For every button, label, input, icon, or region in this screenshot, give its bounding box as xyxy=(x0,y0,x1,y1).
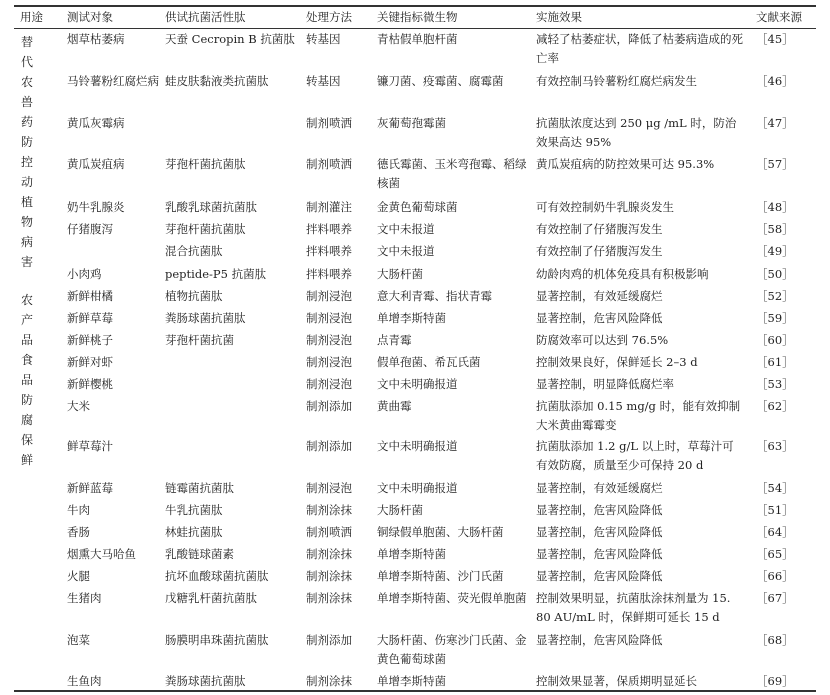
cell-reference: ［53］ xyxy=(756,377,794,391)
cell-test-object: 新鲜樱桃 xyxy=(67,377,113,391)
cell-effect: 抗菌肽浓度达到 250 μg /mL 时，防治效果高达 95% xyxy=(536,116,737,149)
cell-method: 制剂添加 xyxy=(306,399,352,413)
cell-method: 转基因 xyxy=(306,32,341,46)
cell-method: 制剂喷洒 xyxy=(306,525,352,539)
cell-test-object: 大米 xyxy=(67,399,90,413)
cell-peptide: 抗坏血酸球菌抗菌肽 xyxy=(165,569,269,583)
cell-peptide: 混合抗菌肽 xyxy=(165,244,223,258)
cell-effect: 控制效果明显，抗菌肽涂抹剂量为 15. 80 AU/mL 时，保鲜期可延长 15 d xyxy=(536,591,731,624)
header-peptide: 供试抗菌活性肽 xyxy=(165,10,246,24)
cell-peptide: 植物抗菌肽 xyxy=(165,289,223,303)
cell-test-object: 黄瓜炭疽病 xyxy=(67,157,125,171)
cell-reference: ［52］ xyxy=(756,289,794,303)
cell-reference: ［58］ xyxy=(756,222,794,236)
cell-peptide: 芽孢杆菌抗菌肽 xyxy=(165,222,246,236)
header-effect: 实施效果 xyxy=(536,10,582,24)
cell-microbe: 大肠杆菌 xyxy=(377,267,423,281)
category-food-preservation: 农产品食品防腐保鲜 xyxy=(20,293,33,467)
cell-microbe: 文中未明确报道 xyxy=(377,439,458,453)
cell-peptide: 芽孢杆菌抗菌肽 xyxy=(165,157,246,171)
cell-reference: ［66］ xyxy=(756,569,794,583)
cell-method: 转基因 xyxy=(306,74,341,88)
cell-reference: ［51］ xyxy=(756,503,794,517)
cell-method: 制剂灌注 xyxy=(306,200,352,214)
category-plant-animal-disease: 替代农兽药防控动植物病害 xyxy=(20,35,33,269)
cell-peptide: 乳酸乳球菌抗菌肽 xyxy=(165,200,257,214)
cell-microbe: 青枯假单胞杆菌 xyxy=(377,32,458,46)
cell-peptide: 链霉菌抗菌肽 xyxy=(165,481,234,495)
cell-microbe: 德氏霉菌、玉米弯孢霉、稻绿核菌 xyxy=(377,157,527,190)
cell-reference: ［48］ xyxy=(756,200,794,214)
cell-test-object: 马铃薯粉红腐烂病 xyxy=(67,74,159,88)
cell-test-object: 生猪肉 xyxy=(67,591,102,605)
cell-method: 制剂涂抹 xyxy=(306,503,352,517)
cell-peptide: 粪肠球菌抗菌肽 xyxy=(165,311,246,325)
cell-effect: 显著控制，危害风险降低 xyxy=(536,633,663,647)
cell-test-object: 泡菜 xyxy=(67,633,90,647)
cell-method: 制剂浸泡 xyxy=(306,333,352,347)
cell-test-object: 新鲜柑橘 xyxy=(67,289,113,303)
cell-peptide: 乳酸链球菌素 xyxy=(165,547,234,561)
cell-microbe: 灰葡萄孢霉菌 xyxy=(377,116,446,130)
cell-effect: 显著控制，危害风险降低 xyxy=(536,503,663,517)
cell-effect: 显著控制，明显降低腐烂率 xyxy=(536,377,674,391)
cell-reference: ［69］ xyxy=(756,674,794,688)
cell-effect: 抗菌肽添加 0.15 mg/g 时，能有效抑制大米黄曲霉霉变 xyxy=(536,399,741,432)
cell-reference: ［46］ xyxy=(756,74,794,88)
cell-microbe: 铜绿假单胞菌、大肠杆菌 xyxy=(377,525,504,539)
cell-reference: ［54］ xyxy=(756,481,794,495)
cell-method: 制剂添加 xyxy=(306,439,352,453)
header-usage: 用途 xyxy=(20,10,43,24)
cell-method: 制剂涂抹 xyxy=(306,547,352,561)
cell-microbe: 单增李斯特菌 xyxy=(377,674,446,688)
cell-peptide: 芽孢杆菌抗菌 xyxy=(165,333,234,347)
cell-test-object: 烟熏大马哈鱼 xyxy=(67,547,136,561)
cell-peptide: 林蛙抗菌肽 xyxy=(165,525,223,539)
cell-peptide: 天蚕 Cecropin B 抗菌肽 xyxy=(165,32,295,46)
cell-effect: 显著控制，危害风险降低 xyxy=(536,311,663,325)
cell-microbe: 点青霉 xyxy=(377,333,412,347)
cell-effect: 控制效果显著，保质期明显延长 xyxy=(536,674,697,688)
cell-microbe: 文中未报道 xyxy=(377,222,435,236)
cell-test-object: 新鲜草莓 xyxy=(67,311,113,325)
cell-microbe: 单增李斯特菌、荧光假单胞菌 xyxy=(377,591,527,605)
table-top-rule xyxy=(14,5,816,7)
header-microbe: 关键指标微生物 xyxy=(377,10,458,24)
cell-peptide: 粪肠球菌抗菌肽 xyxy=(165,674,246,688)
cell-test-object: 新鲜对虾 xyxy=(67,355,113,369)
cell-method: 制剂涂抹 xyxy=(306,674,352,688)
cell-method: 拌料喂养 xyxy=(306,267,352,281)
cell-test-object: 奶牛乳腺炎 xyxy=(67,200,125,214)
cell-method: 制剂浸泡 xyxy=(306,481,352,495)
cell-peptide: 牛乳抗菌肽 xyxy=(165,503,223,517)
cell-test-object: 鲜草莓汁 xyxy=(67,439,113,453)
cell-microbe: 文中未明确报道 xyxy=(377,377,458,391)
cell-method: 制剂涂抹 xyxy=(306,591,352,605)
cell-reference: ［60］ xyxy=(756,333,794,347)
header-test-object: 测试对象 xyxy=(67,10,113,24)
cell-test-object: 烟草枯萎病 xyxy=(67,32,125,46)
cell-reference: ［63］ xyxy=(756,439,794,453)
cell-test-object: 小肉鸡 xyxy=(67,267,102,281)
cell-reference: ［65］ xyxy=(756,547,794,561)
cell-microbe: 文中未明确报道 xyxy=(377,481,458,495)
cell-effect: 显著控制，有效延缓腐烂 xyxy=(536,289,663,303)
cell-method: 拌料喂养 xyxy=(306,222,352,236)
cell-effect: 控制效果良好，保鲜延长 2–3 d xyxy=(536,355,698,369)
cell-method: 拌料喂养 xyxy=(306,244,352,258)
cell-microbe: 文中未报道 xyxy=(377,244,435,258)
cell-reference: ［45］ xyxy=(756,32,794,46)
cell-reference: ［68］ xyxy=(756,633,794,647)
cell-reference: ［50］ xyxy=(756,267,794,281)
header-reference: 文献来源 xyxy=(756,10,802,24)
cell-test-object: 新鲜桃子 xyxy=(67,333,113,347)
cell-microbe: 假单孢菌、希瓦氏菌 xyxy=(377,355,481,369)
cell-microbe: 大肠杆菌、伤寒沙门氏菌、金黄色葡萄球菌 xyxy=(377,633,527,666)
cell-method: 制剂浸泡 xyxy=(306,377,352,391)
cell-effect: 可有效控制奶牛乳腺炎发生 xyxy=(536,200,674,214)
cell-effect: 防腐效率可以达到 76.5% xyxy=(536,333,669,347)
cell-reference: ［62］ xyxy=(756,399,794,413)
cell-effect: 抗菌肽添加 1.2 g/L 以上时，草莓汁可有效防腐，质量至少可保持 20 d xyxy=(536,439,734,472)
cell-effect: 幼龄肉鸡的机体免疫具有积极影响 xyxy=(536,267,709,281)
cell-test-object: 香肠 xyxy=(67,525,90,539)
cell-microbe: 金黄色葡萄球菌 xyxy=(377,200,458,214)
cell-effect: 黄瓜炭疽病的防控效果可达 95.3% xyxy=(536,157,715,171)
cell-reference: ［47］ xyxy=(756,116,794,130)
cell-microbe: 单增李斯特菌 xyxy=(377,547,446,561)
cell-peptide: 肠膜明串珠菌抗菌肽 xyxy=(165,633,269,647)
cell-effect: 显著控制，有效延缓腐烂 xyxy=(536,481,663,495)
cell-effect: 显著控制，危害风险降低 xyxy=(536,525,663,539)
cell-method: 制剂浸泡 xyxy=(306,289,352,303)
cell-microbe: 单增李斯特菌 xyxy=(377,311,446,325)
cell-test-object: 新鲜蓝莓 xyxy=(67,481,113,495)
cell-test-object: 生鱼肉 xyxy=(67,674,102,688)
cell-method: 制剂喷洒 xyxy=(306,157,352,171)
cell-peptide: peptide-P5 抗菌肽 xyxy=(165,267,267,281)
cell-microbe: 黄曲霉 xyxy=(377,399,412,413)
cell-test-object: 牛肉 xyxy=(67,503,90,517)
cell-microbe: 意大利青霉、指状青霉 xyxy=(377,289,492,303)
cell-reference: ［57］ xyxy=(756,157,794,171)
cell-test-object: 仔猪腹泻 xyxy=(67,222,113,236)
cell-method: 制剂浸泡 xyxy=(306,311,352,325)
cell-method: 制剂涂抹 xyxy=(306,569,352,583)
cell-reference: ［64］ xyxy=(756,525,794,539)
cell-method: 制剂浸泡 xyxy=(306,355,352,369)
cell-peptide: 戊糖乳杆菌抗菌肽 xyxy=(165,591,257,605)
cell-effect: 减轻了枯萎症状，降低了枯萎病造成的死亡率 xyxy=(536,32,743,65)
cell-reference: ［49］ xyxy=(756,244,794,258)
cell-peptide: 蛙皮肤黏液类抗菌肽 xyxy=(165,74,269,88)
cell-effect: 显著控制，危害风险降低 xyxy=(536,569,663,583)
cell-test-object: 火腿 xyxy=(67,569,90,583)
cell-reference: ［67］ xyxy=(756,591,794,605)
cell-reference: ［59］ xyxy=(756,311,794,325)
cell-test-object: 黄瓜灰霉病 xyxy=(67,116,125,130)
cell-microbe: 单增李斯特菌、沙门氏菌 xyxy=(377,569,504,583)
cell-microbe: 大肠杆菌 xyxy=(377,503,423,517)
cell-method: 制剂添加 xyxy=(306,633,352,647)
table-header-rule xyxy=(14,28,816,29)
header-method: 处理方法 xyxy=(306,10,352,24)
cell-reference: ［61］ xyxy=(756,355,794,369)
cell-effect: 有效控制马铃薯粉红腐烂病发生 xyxy=(536,74,697,88)
cell-effect: 显著控制，危害风险降低 xyxy=(536,547,663,561)
cell-effect: 有效控制了仔猪腹泻发生 xyxy=(536,244,663,258)
cell-effect: 有效控制了仔猪腹泻发生 xyxy=(536,222,663,236)
cell-microbe: 镰刀菌、疫霉菌、腐霉菌 xyxy=(377,74,504,88)
cell-method: 制剂喷洒 xyxy=(306,116,352,130)
